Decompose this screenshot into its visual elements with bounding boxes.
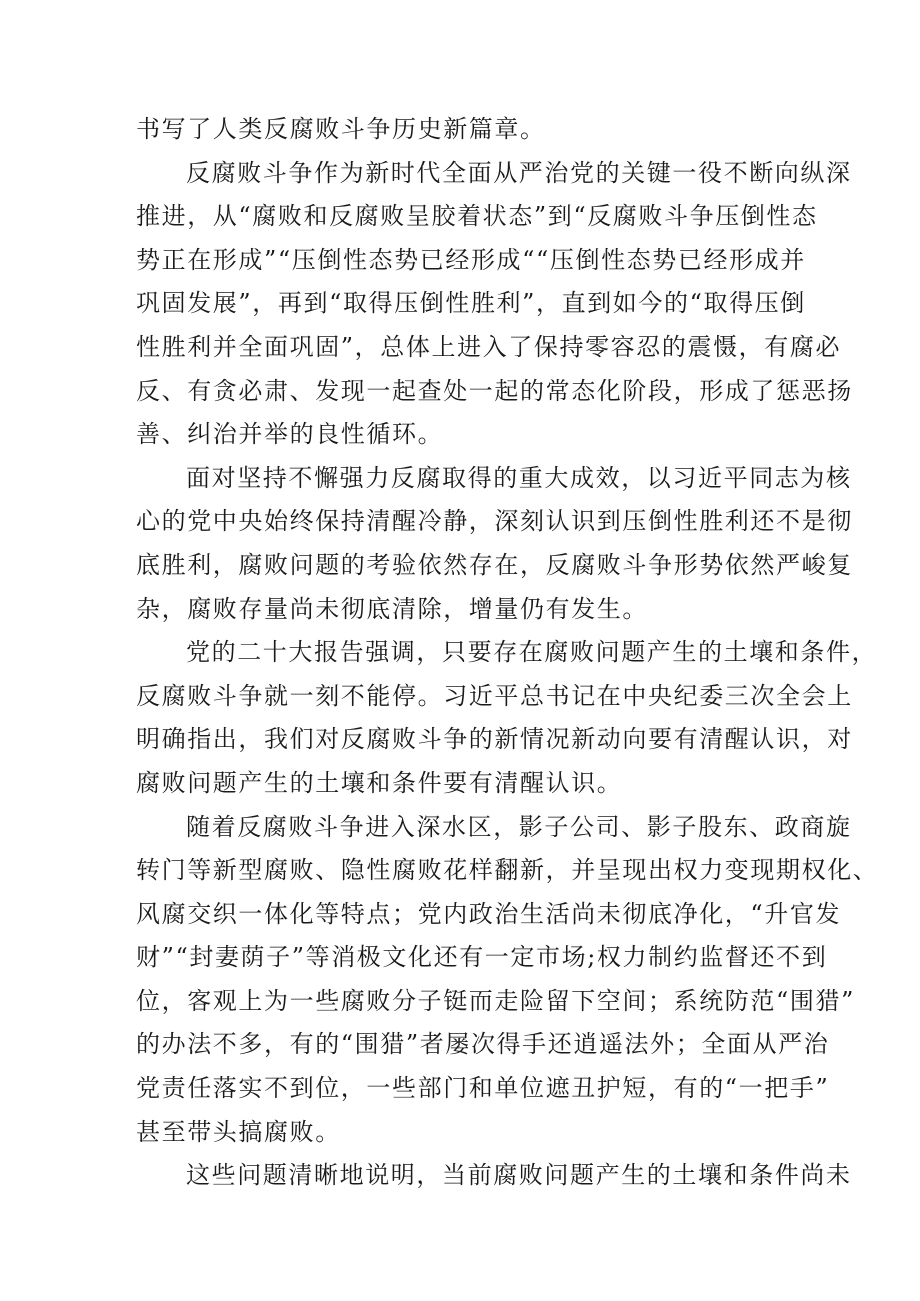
body-text <box>136 108 879 1198</box>
text-line: 反、有贪必肃、发现一起查处一起的常态化阶段，形成了惩恶扬 <box>136 376 853 405</box>
text-line: 财”“封妻荫子”等消极文化还有一定市场;权力制约监督还不到 <box>136 943 828 972</box>
text-line: 甚至带头搞腐败。 <box>136 1117 341 1146</box>
paragraph-first-line: 这些问题清晰地说明，当前腐败问题产生的土壤和条件尚未 <box>186 1161 852 1190</box>
text-line: 位，客观上为一些腐败分子铤而走险留下空间；系统防范“围猎” <box>136 986 855 1015</box>
text-line: 善、纠治并举的良性循环。 <box>136 420 444 449</box>
text-line: 转门等新型腐败、隐性腐败花样翻新，并呈现出权力变现期权化、 <box>136 856 879 885</box>
paragraph-first-line: 反腐败斗争作为新时代全面从严治党的关键一役不断向纵深 <box>186 158 852 187</box>
paragraph-first-line: 党的二十大报告强调，只要存在腐败问题产生的土壤和条件， <box>186 638 878 667</box>
paragraph-first-line: 随着反腐败斗争进入深水区，影子公司、影子股东、政商旋 <box>186 812 852 841</box>
text-line: 党责任落实不到位，一些部门和单位遮丑护短，有的“一把手” <box>136 1074 830 1103</box>
text-line: 反腐败斗争就一刻不能停。习近平总书记在中央纪委三次全会上 <box>136 681 853 710</box>
text-line: 底胜利，腐败问题的考验依然存在，反腐败斗争形势依然严峻复 <box>136 550 853 579</box>
text-line: 风腐交织一体化等特点；党内政治生活尚未彻底净化，“升官发 <box>136 899 842 928</box>
text-line: 的办法不多，有的“围猎”者屡次得手还逍遥法外；全面从严治 <box>136 1030 830 1059</box>
paragraph-first-line: 面对坚持不懈强力反腐取得的重大成效，以习近平同志为核 <box>186 463 852 492</box>
text-line: 势正在形成”“压倒性态势已经形成““压倒性态势已经形成并 <box>136 245 806 274</box>
text-line: 腐败问题产生的土壤和条件要有清醒认识。 <box>136 768 623 797</box>
text-line: 推进，从“腐败和反腐败呈胶着状态”到“反腐败斗争压倒性态 <box>136 202 818 231</box>
text-line: 书写了人类反腐败斗争历史新篇章。 <box>136 115 546 143</box>
text-line: 杂，腐败存量尚未彻底清除，增量仍有发生。 <box>136 594 648 623</box>
text-line: 明确指出，我们对反腐败斗争的新情况新动向要有清醒认识，对 <box>136 725 853 754</box>
text-line: 巩固发展”，再到“取得压倒性胜利”，直到如今的“取得压倒 <box>136 289 806 318</box>
text-line: 心的党中央始终保持清醒冷静，深刻认识到压倒性胜利还不是彻 <box>136 507 853 536</box>
text-line: 性胜利并全面巩固”，总体上进入了保持零容忍的震慑，有腐必 <box>136 332 842 361</box>
